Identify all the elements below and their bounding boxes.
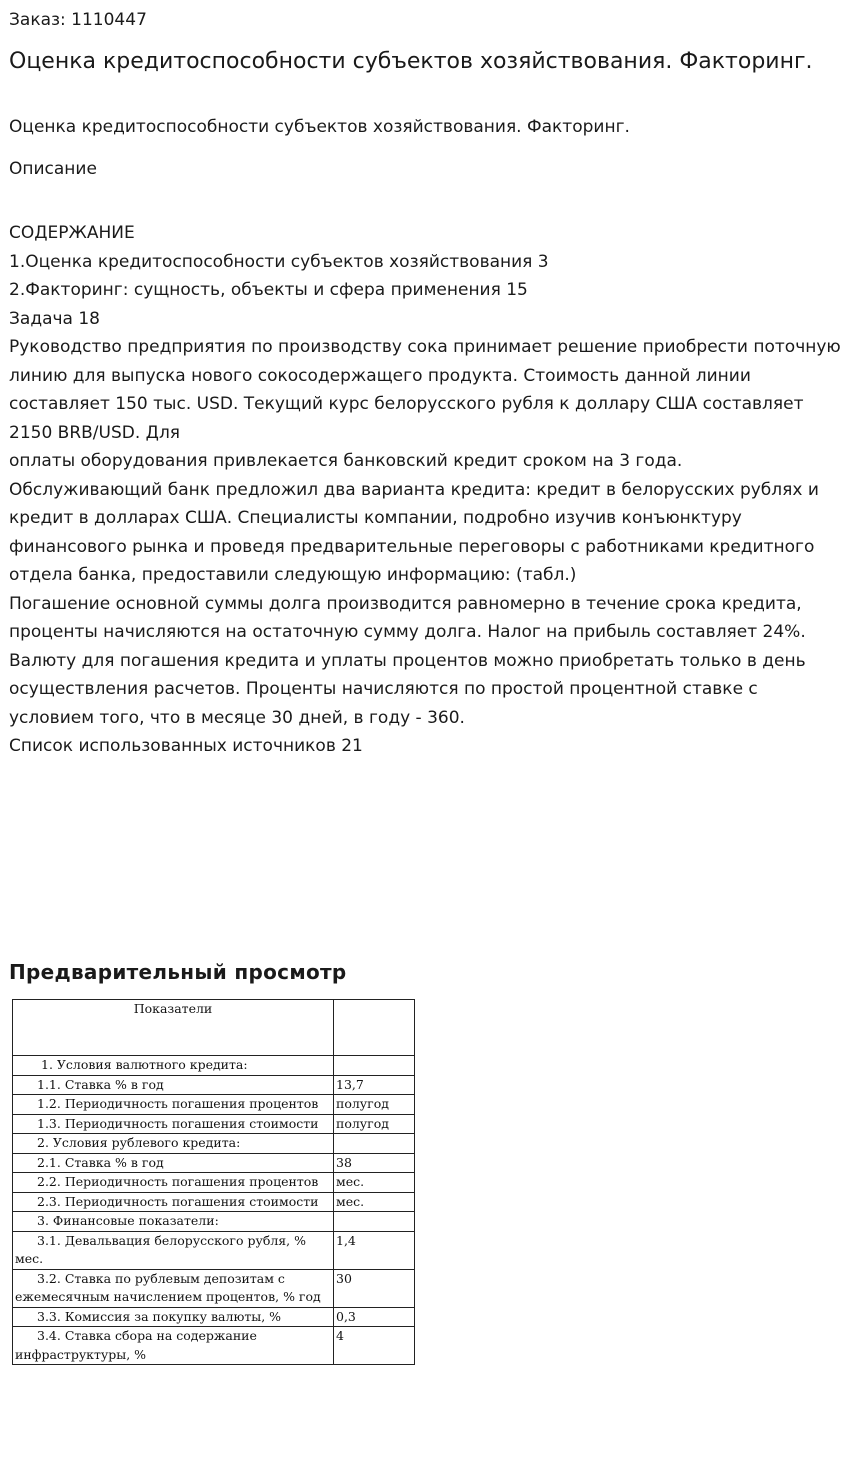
page-subtitle: Оценка кредитоспособности субъектов хозяйствования. Факторинг. xyxy=(9,117,630,137)
row-value: мес. xyxy=(334,1173,415,1193)
table-row xyxy=(13,1231,415,1269)
preview-heading: Предварительный просмотр xyxy=(9,960,347,984)
table-header-cell: Показатели xyxy=(13,1000,334,1056)
table-row xyxy=(13,1192,415,1212)
contents-item-1: 1.Оценка кредитоспособности субъектов хозяйствования 3 xyxy=(9,251,549,272)
row-label: 1.1. Ставка % в год xyxy=(13,1075,334,1095)
table-row xyxy=(13,1269,415,1307)
page-title: Оценка кредитоспособности субъектов хозяйствования. Факторинг. xyxy=(9,49,813,74)
row-label: 1. Условия валютного кредита: xyxy=(13,1056,334,1076)
contents-item-2: 2.Факторинг: сущность, объекты и сфера применения 15 xyxy=(9,280,528,300)
row-label: 3.1. Девальвация белорусского рубля, % мес. xyxy=(13,1231,334,1269)
table-row xyxy=(13,1212,415,1232)
table-row xyxy=(13,1075,415,1095)
row-value: 1,4 xyxy=(334,1231,415,1269)
contents-heading: СОДЕРЖАНИЕ xyxy=(9,223,135,243)
task-paragraph-2: оплаты оборудования привлекается банковский кредит сроком на 3 года. Обслуживающий банк предложил два варианта кредита: кредит в белорусских рублях и кредит в долларах США. Специалисты компании, подробно изучив конъюнктуру финансового рынка и проведя предварительные переговоры с работниками кредитного отдела банка, предоставили следующую информацию: (табл.) xyxy=(9,451,819,585)
table-row xyxy=(13,1056,415,1076)
row-label: 3.2. Ставка по рублевым депозитам с ежемесячным начислением процентов, % год xyxy=(13,1269,334,1307)
table-header-value-cell xyxy=(334,1000,415,1056)
row-label: 2.2. Периодичность погашения процентов xyxy=(13,1173,334,1193)
row-value: 38 xyxy=(334,1153,415,1173)
row-value xyxy=(334,1056,415,1076)
table-row xyxy=(13,1114,415,1134)
task-paragraph-3: Погашение основной суммы долга производится равномерно в течение срока кредита, проценты начисляются на остаточную сумму долга. Налог на прибыль составляет 24%. Валюту для погашения кредита и уплаты процентов можно приобретать только в день осуществления расчетов. Проценты начисляются по простой процентной ставке с условием того, что в месяце 30 дней, в году - 360. xyxy=(9,593,806,728)
row-value: 30 xyxy=(334,1269,415,1307)
row-value xyxy=(334,1134,415,1154)
row-label: 1.2. Периодичность погашения процентов xyxy=(13,1095,334,1115)
task-paragraph-1: Руководство предприятия по производству сока принимает решение приобрести поточную линию для выпуска нового сокосодержащего продукта. Стоимость данной линии составляет 150 тыс. USD. Текущий курс белорусского рубля к доллару США составляет 2150 BRB/USD. Для xyxy=(9,337,841,443)
row-value: 4 xyxy=(334,1327,415,1365)
description-content xyxy=(9,219,841,761)
row-value: полугод xyxy=(334,1095,415,1115)
description-label: Описание xyxy=(9,159,97,179)
row-label: 3.4. Ставка сбора на содержание инфраструктуры, % xyxy=(13,1327,334,1365)
row-label: 3.3. Комиссия за покупку валюты, % xyxy=(13,1307,334,1327)
row-value: 13,7 xyxy=(334,1075,415,1095)
row-label: 3. Финансовые показатели: xyxy=(13,1212,334,1232)
table-row xyxy=(13,1134,415,1154)
table-row xyxy=(13,1153,415,1173)
table-row xyxy=(13,1327,415,1365)
row-value: мес. xyxy=(334,1192,415,1212)
contents-item-task: Задача 18 xyxy=(9,308,100,329)
table-row xyxy=(13,1095,415,1115)
table-row xyxy=(13,1173,415,1193)
row-label: 1.3. Периодичность погашения стоимости xyxy=(13,1114,334,1134)
row-label: 2. Условия рублевого кредита: xyxy=(13,1134,334,1154)
contents-item-sources: Список использованных источников 21 xyxy=(9,736,363,756)
order-number: Заказ: 1110447 xyxy=(9,10,147,30)
row-value xyxy=(334,1212,415,1232)
preview-table xyxy=(12,999,415,1365)
table-header-row xyxy=(13,1000,415,1056)
row-value: полугод xyxy=(334,1114,415,1134)
row-value: 0,3 xyxy=(334,1307,415,1327)
table-row xyxy=(13,1307,415,1327)
row-label: 2.3. Периодичность погашения стоимости xyxy=(13,1192,334,1212)
row-label: 2.1. Ставка % в год xyxy=(13,1153,334,1173)
